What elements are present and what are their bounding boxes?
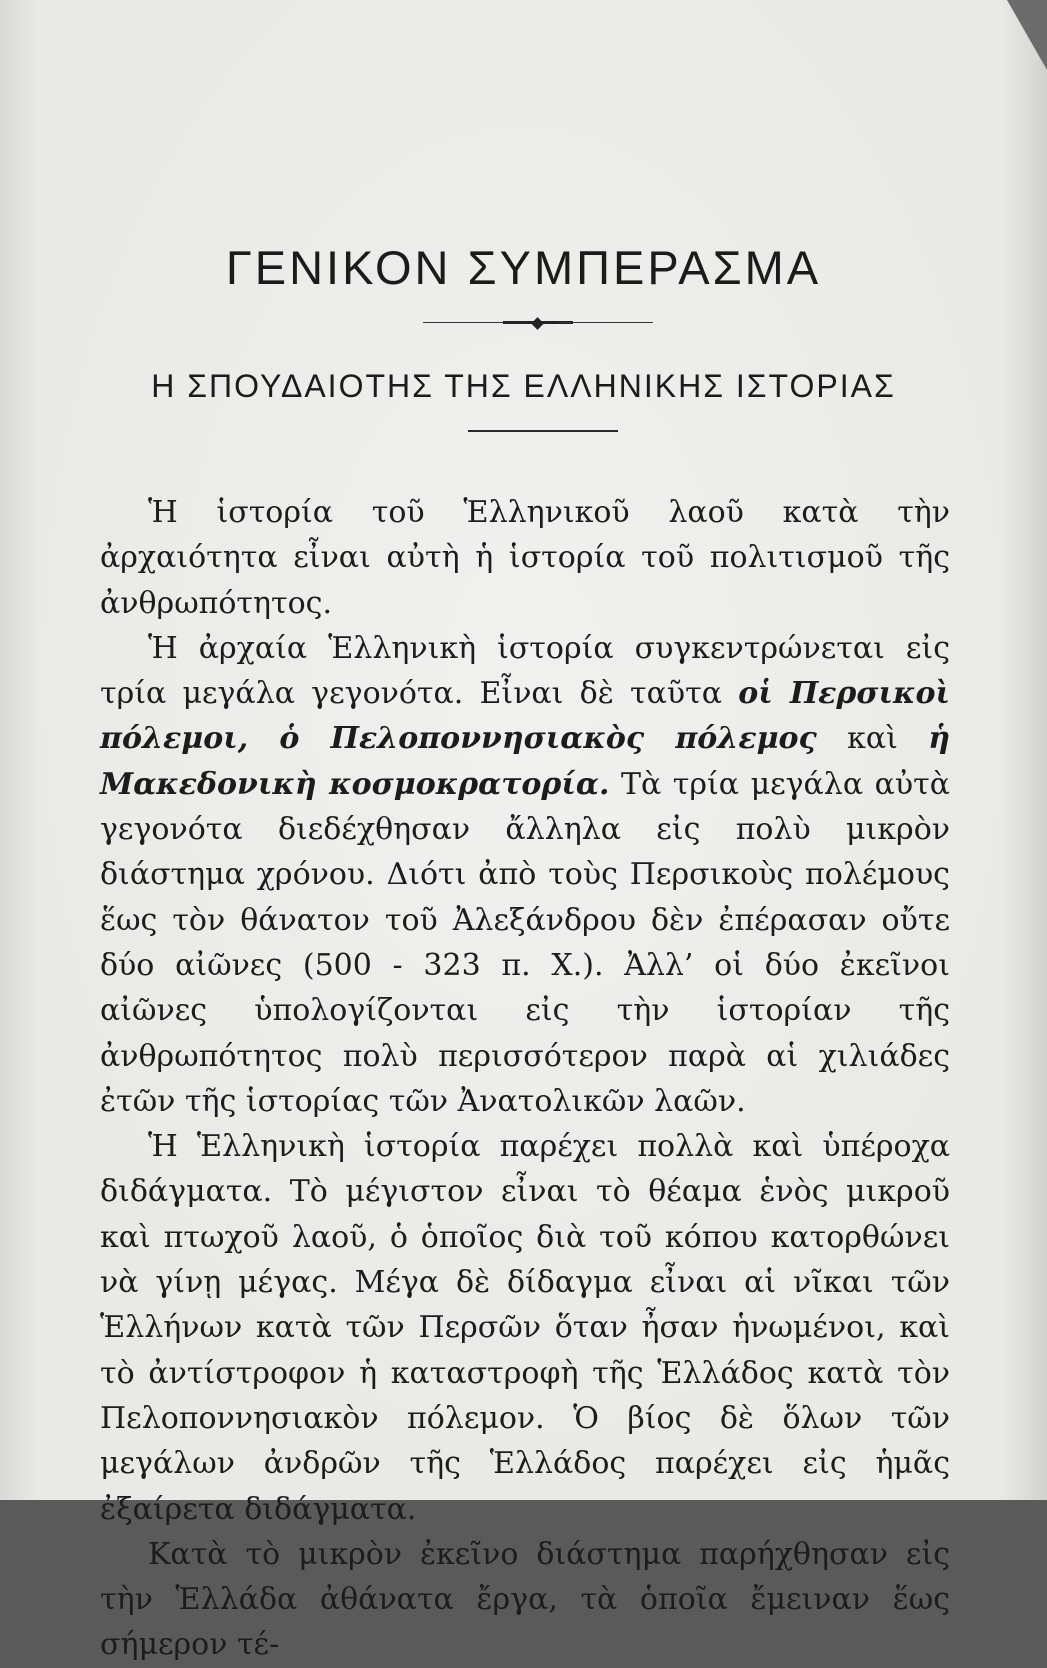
- title-ornament: [423, 318, 653, 328]
- page-title: ΓΕΝΙΚΟΝ ΣΥΜΠΕΡΑΣΜΑ: [225, 241, 822, 294]
- paragraph-2-bold-macedonian: ἡ Μακεδονικὴ κοσμοκρατορία.: [100, 721, 950, 802]
- page-corner-fold: [1007, 0, 1047, 70]
- paragraph-2-conjunction: καὶ: [816, 721, 929, 757]
- paragraph-2-end: Τὰ τρία μεγάλα αὐτὰ γεγονότα διεδέχθησαν ἄλληλα εἰς πολὺ μικρὸν διάστημα χρόνου. Διότι ἀπὸ τοὺς Περσικοὺς πολέμους ἕως τὸν θάνατον τοῦ Ἀλεξάνδρου δὲν ἐπέρασαν οὔτε δύο αἰῶνες (500 - 323 π. Χ.). Ἀλλ’ οἱ δύο ἐκεῖνοι αἰῶνες ὑπολογίζονται εἰς τὴν ἱστορίαν τῆς ἀνθρωπότητος πολὺ περισσότερον παρὰ αἱ χιλιάδες ἐτῶν τῆς ἱστορίας τῶν Ἀνατολικῶν λαῶν.: [100, 766, 950, 1119]
- paragraph-2-bold-persian-wars: οἱ Περσικοὶ πόλεμοι, ὁ Πελοποννησιακὸς πόλεμος: [100, 676, 951, 757]
- body-text: [100, 490, 950, 1668]
- paragraph-4: Κατὰ τὸ μικρὸν ἐκεῖνο διάστημα παρήχθησαν εἰς τὴν Ἑλλάδα ἀθάνατα ἔργα, τὰ ὁποῖα ἔμειναν ἕως σήμερον τέ-: [100, 1536, 950, 1663]
- paragraph-1: Ἡ ἱστορία τοῦ Ἑλληνικοῦ λαοῦ κατὰ τὴν ἀρχαιότητα εἶναι αὐτὴ ἡ ἱστορία τοῦ πολιτισμοῦ τῆς ἀνθρωπότητος.: [100, 495, 950, 621]
- paragraph-2: [100, 626, 950, 1124]
- paragraph-3: Ἡ Ἑλληνικὴ ἱστορία παρέχει πολλὰ καὶ ὑπέροχα διδάγματα. Τὸ μέγιστον εἶναι τὸ θέαμα ἑνὸς μικροῦ καὶ πτωχοῦ λαοῦ, ὁ ὁποῖος διὰ τοῦ κόπου κατορθώνει νὰ γίνῃ μέγας. Μέγα δὲ δίδαγμα εἶναι αἱ νῖκαι τῶν Ἑλλήνων κατὰ τῶν Περσῶν ὅταν ἦσαν ἡνωμένοι, καὶ τὸ ἀντίστροφον ἡ καταστροφὴ τῆς Ἑλλάδος κατὰ τὸν Πελοποννησιακὸν πόλεμον. Ὁ βίος δὲ ὅλων τῶν μεγάλων ἀνδρῶν τῆς Ἑλλάδος παρέχει εἰς ἡμᾶς ἐξαίρετα διδάγματα.: [100, 1129, 950, 1527]
- subtitle-divider: [468, 430, 618, 432]
- page-subtitle: Η ΣΠΟΥΔΑΙΟΤΗΣ ΤΗΣ ΕΛΛΗΝΙΚΗΣ ΙΣΤΟΡΙΑΣ: [151, 368, 896, 404]
- paragraph-2-start: Ἡ ἀρχαία Ἑλληνικὴ ἱστορία συγκεντρώνεται εἰς τρία μεγάλα γεγονότα. Εἶναι δὲ ταῦτα: [100, 630, 950, 712]
